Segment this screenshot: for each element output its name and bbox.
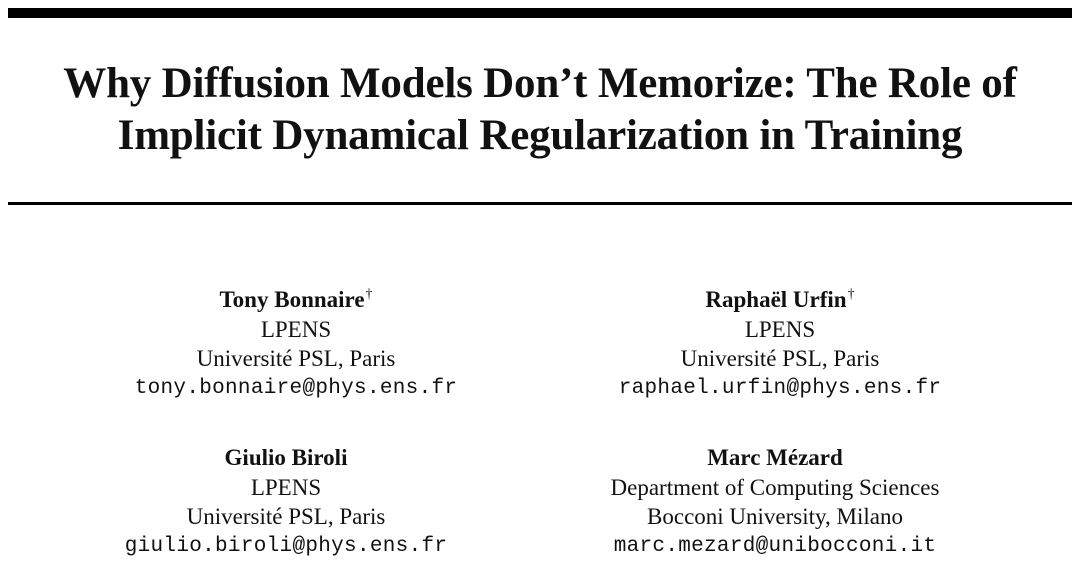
author-email: giulio.biroli@phys.ens.fr bbox=[124, 534, 448, 558]
title-line-2: Implicit Dynamical Regularization in Training bbox=[117, 112, 963, 159]
author-block-biroli bbox=[36, 443, 536, 561]
author-email: raphael.urfin@phys.ens.fr bbox=[618, 376, 942, 400]
author-affiliation-university: Université PSL, Paris bbox=[680, 346, 880, 371]
author-name-line bbox=[530, 280, 1030, 315]
author-name: Raphaël Urfin bbox=[705, 287, 847, 312]
author-affiliation-lab: LPENS bbox=[250, 474, 322, 500]
author-affiliation-lab: LPENS bbox=[260, 316, 332, 342]
dagger-footnote-mark: † bbox=[365, 287, 373, 302]
author-affiliation-lab: LPENS bbox=[744, 316, 816, 342]
author-name: Tony Bonnaire bbox=[219, 287, 365, 312]
paper-title bbox=[0, 58, 1080, 162]
author-name: Marc Mézard bbox=[707, 445, 843, 470]
author-name-line bbox=[46, 280, 546, 315]
author-affiliation-university: Université PSL, Paris bbox=[186, 504, 386, 529]
author-email: tony.bonnaire@phys.ens.fr bbox=[134, 376, 458, 400]
author-affiliation-university: Université PSL, Paris bbox=[196, 346, 396, 371]
title-line-1: Why Diffusion Models Don’t Memorize: The Role of bbox=[63, 60, 1017, 107]
dagger-footnote-mark: † bbox=[847, 287, 855, 302]
author-block-urfin bbox=[530, 280, 1030, 403]
title-bottom-rule bbox=[8, 202, 1072, 205]
author-affiliation-university: Bocconi University, Milano bbox=[647, 504, 903, 529]
author-name: Giulio Biroli bbox=[224, 445, 348, 470]
author-email: marc.mezard@unibocconi.it bbox=[613, 534, 937, 558]
author-block-bonnaire bbox=[46, 280, 546, 403]
top-rule bbox=[8, 8, 1072, 18]
author-affiliation-department: Department of Computing Sciences bbox=[610, 474, 940, 500]
author-block-mezard bbox=[525, 443, 1025, 561]
